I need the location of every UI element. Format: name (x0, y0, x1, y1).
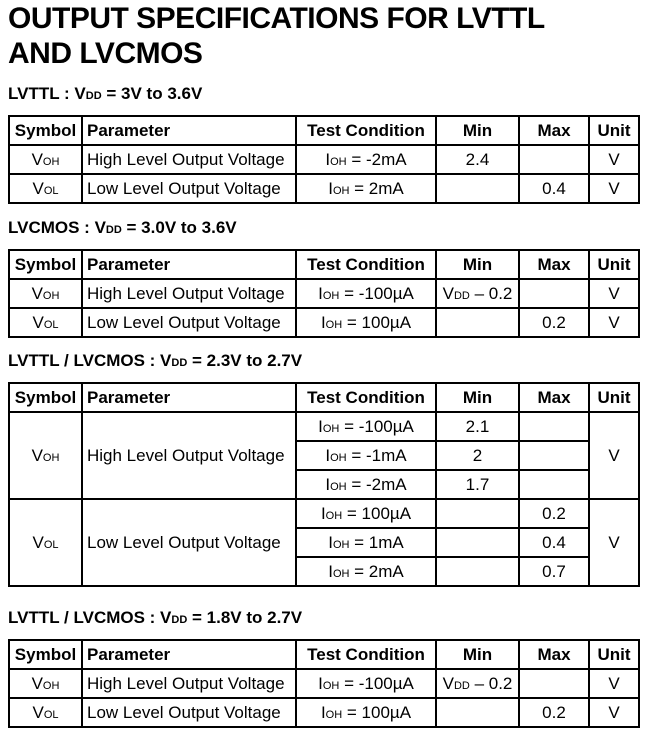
condition-cell: IOH = -2mA (296, 470, 436, 499)
header-min: Min (436, 116, 519, 145)
parameter-cell: High Level Output Voltage (82, 412, 296, 499)
condition-cell: IOH = 2mA (296, 557, 436, 586)
unit-cell: V (589, 412, 639, 499)
header-max: Max (519, 640, 589, 669)
page-title (8, 1, 638, 71)
max-cell (519, 441, 589, 470)
parameter-cell: High Level Output Voltage (82, 145, 296, 174)
header-test-condition: Test Condition (296, 640, 436, 669)
header-symbol: Symbol (9, 640, 82, 669)
table-header-row (9, 250, 639, 279)
symbol-cell: VOL (9, 499, 82, 586)
header-parameter: Parameter (82, 116, 296, 145)
min-cell (436, 174, 519, 203)
header-test-condition: Test Condition (296, 250, 436, 279)
condition-cell: IOH = -100µA (296, 669, 436, 698)
min-cell: 1.7 (436, 470, 519, 499)
max-cell (519, 470, 589, 499)
section-heading-lvttl-lvcmos-2v3: LVTTL / LVCMOS : VDD = 2.3V to 2.7V (8, 351, 303, 370)
condition-cell: IOH = 100µA (296, 499, 436, 528)
header-unit: Unit (589, 250, 639, 279)
min-cell (436, 499, 519, 528)
condition-cell: IOH = 1mA (296, 528, 436, 557)
table-header-row (9, 640, 639, 669)
min-cell (436, 557, 519, 586)
min-cell (436, 308, 519, 337)
symbol-cell: VOH (9, 279, 82, 308)
parameter-cell: Low Level Output Voltage (82, 698, 296, 727)
table-row (9, 499, 639, 528)
max-cell (519, 669, 589, 698)
max-cell (519, 145, 589, 174)
condition-cell: IOH = -100µA (296, 412, 436, 441)
unit-cell: V (589, 669, 639, 698)
symbol-cell: VOH (9, 412, 82, 499)
max-cell (519, 412, 589, 441)
parameter-cell: Low Level Output Voltage (82, 499, 296, 586)
header-max: Max (519, 116, 589, 145)
header-min: Min (436, 250, 519, 279)
unit-cell: V (589, 499, 639, 586)
header-symbol: Symbol (9, 116, 82, 145)
max-cell: 0.2 (519, 308, 589, 337)
header-unit: Unit (589, 640, 639, 669)
header-parameter: Parameter (82, 640, 296, 669)
symbol-cell: VOL (9, 174, 82, 203)
unit-cell: V (589, 174, 639, 203)
header-unit: Unit (589, 116, 639, 145)
unit-cell: V (589, 145, 639, 174)
max-cell: 0.4 (519, 528, 589, 557)
spec-table-lvcmos-3v (8, 249, 640, 338)
condition-cell: IOH = -2mA (296, 145, 436, 174)
parameter-cell: Low Level Output Voltage (82, 308, 296, 337)
header-max: Max (519, 383, 589, 412)
section-heading-lvcmos-3v: LVCMOS : VDD = 3.0V to 3.6V (8, 218, 237, 237)
table-row (9, 145, 639, 174)
parameter-cell: Low Level Output Voltage (82, 174, 296, 203)
table-row (9, 669, 639, 698)
header-min: Min (436, 640, 519, 669)
header-test-condition: Test Condition (296, 116, 436, 145)
table-row (9, 279, 639, 308)
header-test-condition: Test Condition (296, 383, 436, 412)
min-cell: 2.4 (436, 145, 519, 174)
table-row (9, 308, 639, 337)
max-cell: 0.7 (519, 557, 589, 586)
max-cell: 0.4 (519, 174, 589, 203)
header-max: Max (519, 250, 589, 279)
symbol-cell: VOL (9, 308, 82, 337)
spec-table-lvttl-3v (8, 115, 640, 204)
section-heading-lvttl-3v: LVTTL : VDD = 3V to 3.6V (8, 84, 203, 103)
table-row (9, 174, 639, 203)
min-cell: 2 (436, 441, 519, 470)
symbol-cell: VOH (9, 669, 82, 698)
header-parameter: Parameter (82, 250, 296, 279)
parameter-cell: High Level Output Voltage (82, 279, 296, 308)
condition-cell: IOH = 100µA (296, 698, 436, 727)
max-cell (519, 279, 589, 308)
table-row (9, 698, 639, 727)
condition-cell: IOH = 2mA (296, 174, 436, 203)
header-unit: Unit (589, 383, 639, 412)
header-symbol: Symbol (9, 250, 82, 279)
condition-cell: IOH = -100µA (296, 279, 436, 308)
spec-table-lvttl-lvcmos-1v8 (8, 639, 640, 728)
max-cell: 0.2 (519, 698, 589, 727)
table-header-row (9, 116, 639, 145)
spec-table-lvttl-lvcmos-2v3 (8, 382, 640, 587)
min-cell (436, 698, 519, 727)
table-row (9, 412, 639, 441)
min-cell: VDD – 0.2 (436, 279, 519, 308)
unit-cell: V (589, 308, 639, 337)
condition-cell: IOH = 100µA (296, 308, 436, 337)
table-header-row (9, 383, 639, 412)
min-cell (436, 528, 519, 557)
header-parameter: Parameter (82, 383, 296, 412)
unit-cell: V (589, 698, 639, 727)
condition-cell: IOH = -1mA (296, 441, 436, 470)
page-title-line-2: AND LVCMOS (8, 37, 203, 70)
min-cell: VDD – 0.2 (436, 669, 519, 698)
header-min: Min (436, 383, 519, 412)
min-cell: 2.1 (436, 412, 519, 441)
symbol-cell: VOH (9, 145, 82, 174)
page-title-line-1: OUTPUT SPECIFICATIONS FOR LVTTL (8, 2, 545, 35)
symbol-cell: VOL (9, 698, 82, 727)
max-cell: 0.2 (519, 499, 589, 528)
parameter-cell: High Level Output Voltage (82, 669, 296, 698)
section-heading-lvttl-lvcmos-1v8: LVTTL / LVCMOS : VDD = 1.8V to 2.7V (8, 608, 303, 627)
unit-cell: V (589, 279, 639, 308)
header-symbol: Symbol (9, 383, 82, 412)
